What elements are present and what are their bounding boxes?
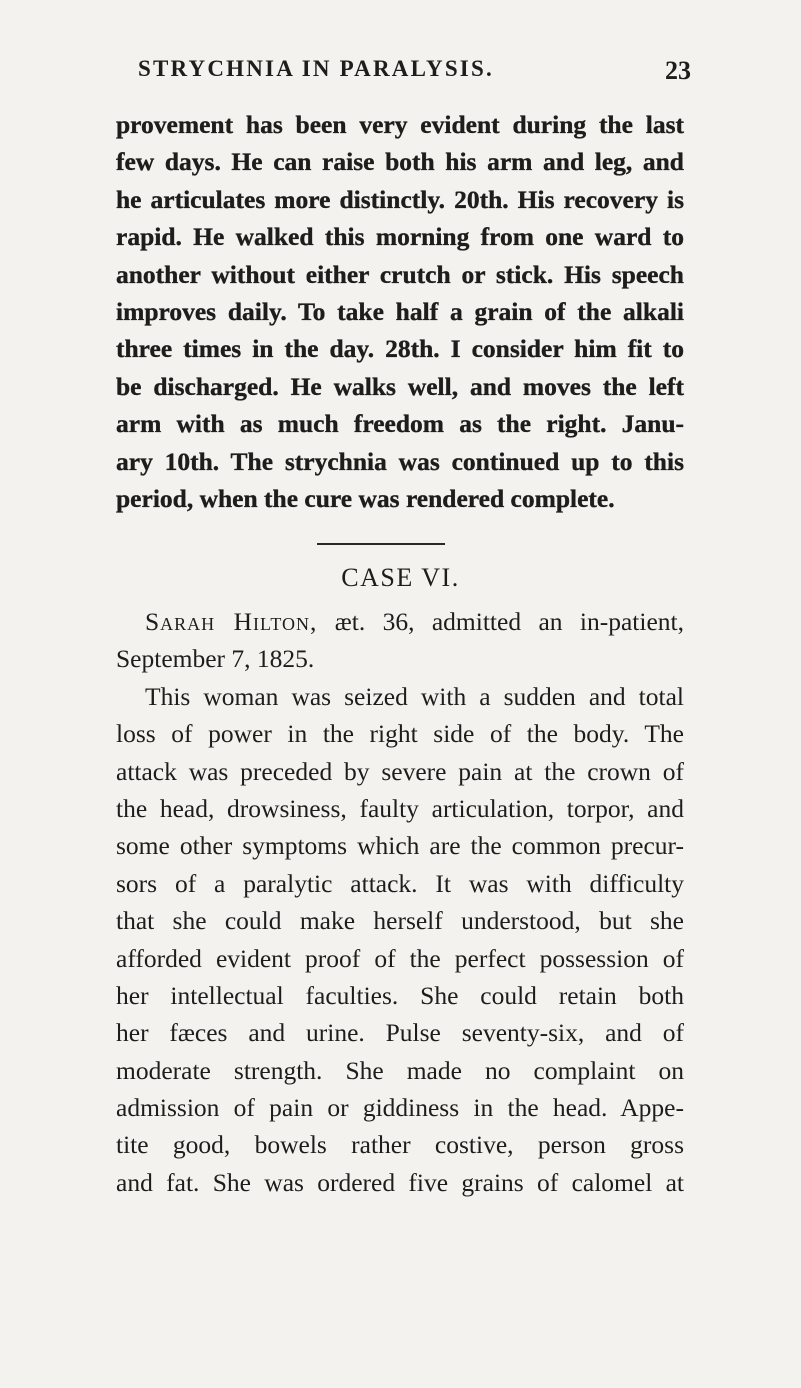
- case-heading: CASE VI.: [341, 563, 460, 592]
- text-line: attack was preceded by severe pain at the crown of: [116, 756, 684, 786]
- case-intro-date: September 7, 1825.: [116, 644, 315, 674]
- text-line: her fæces and urine. Pulse seventy-six, and of: [116, 1018, 684, 1048]
- case-body: [116, 603, 684, 1201]
- text-line: three times in the day. 28th. I consider him fit to: [116, 334, 684, 364]
- text-line: provement has been very evident during the last: [116, 110, 684, 139]
- text-line: arm with as much freedom as the right. Janu-: [116, 409, 684, 439]
- text-line: rapid. He walked this morning from one ward to: [116, 222, 684, 252]
- text-line: be discharged. He walks well, and moves the left: [116, 371, 684, 401]
- page-number: 23: [665, 56, 691, 85]
- text-line: her intellectual faculties. She could retain both: [116, 980, 684, 1010]
- case-intro-rest: æt. 36, admitted an in-patient,: [317, 607, 685, 636]
- text-line: moderate strength. She made no complaint on: [116, 1055, 684, 1085]
- text-line: the head, drowsiness, faulty articulation, torpor, and: [116, 793, 684, 823]
- text-line: and fat. She was ordered five grains of calomel at: [116, 1167, 684, 1197]
- text-line: period, when the cure was rendered complete.: [116, 483, 615, 513]
- text-line: tite good, bowels rather costive, person gross: [116, 1130, 684, 1160]
- section-divider: [317, 543, 445, 545]
- text-line: he articulates more distinctly. 20th. His recovery is: [116, 184, 684, 214]
- text-line: another without either crutch or stick. His speech: [116, 259, 684, 289]
- text-line: few days. He can raise both his arm and leg, and: [116, 147, 684, 177]
- running-head: [138, 56, 691, 90]
- text-line: improves daily. To take half a grain of the alkali: [116, 296, 684, 326]
- text-line: some other symptoms which are the common precur-: [116, 831, 684, 861]
- text-line: loss of power in the right side of the body. The: [116, 719, 684, 749]
- paragraph-continued: [116, 106, 684, 517]
- case-intro-line: [116, 603, 684, 640]
- text-line: This woman was seized with a sudden and total: [145, 681, 684, 711]
- running-head-title: STRYCHNIA IN PARALYSIS.: [138, 56, 494, 81]
- text-line: that she could make herself understood, but she: [116, 906, 684, 936]
- text-line: sors of a paralytic attack. It was with difficulty: [116, 868, 684, 898]
- text-line: afforded evident proof of the perfect possession of: [116, 943, 684, 973]
- patient-name: Sarah Hilton,: [145, 607, 318, 636]
- text-line: admission of pain or giddiness in the head. Appe-: [116, 1093, 684, 1123]
- text-line: ary 10th. The strychnia was continued up to this: [116, 446, 684, 476]
